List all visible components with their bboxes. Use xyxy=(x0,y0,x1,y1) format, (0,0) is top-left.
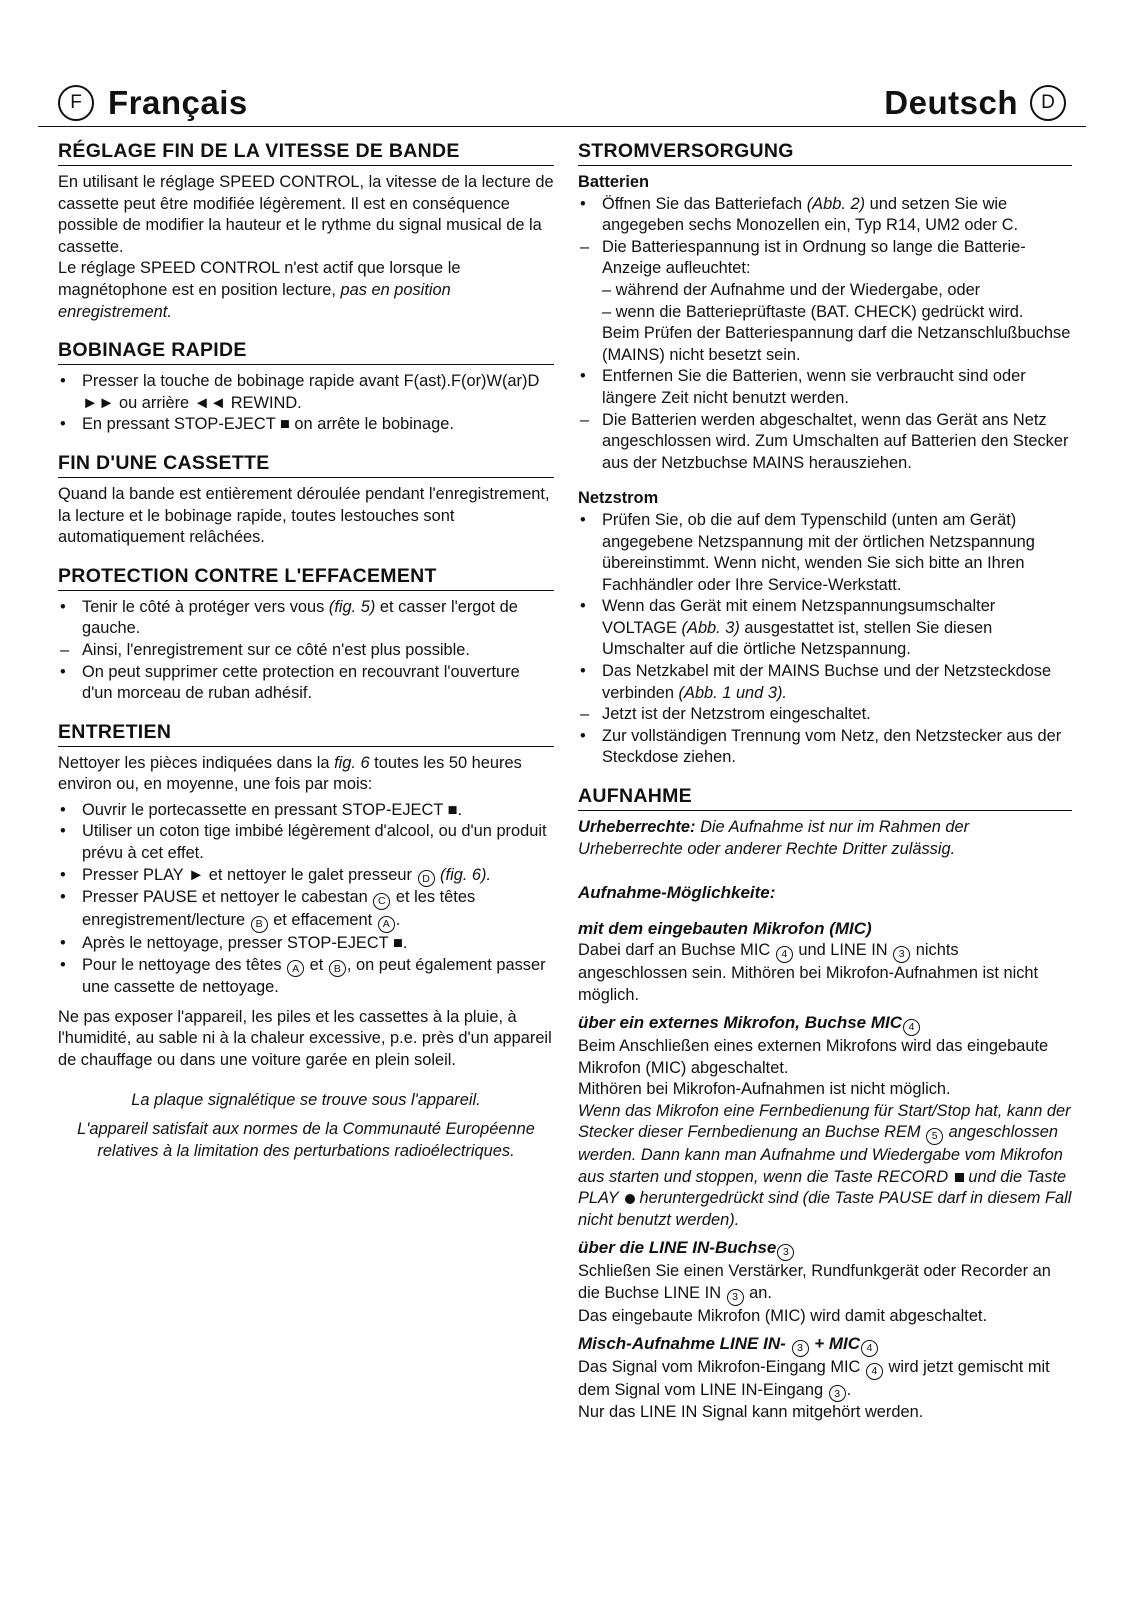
french-column xyxy=(58,140,554,1178)
bullet-item: • Après le nettoyage, presser STOP-EJECT ■. xyxy=(60,933,408,952)
section-title: ENTRETIEN xyxy=(58,721,554,747)
bullet-item: • Presser la touche de bobinage rapide avant F(ast).F(or)W(ar)D ►► ou arrière ◄◄ REWIND. xyxy=(60,372,540,412)
note-ce-compliance: L'appareil satisfait aux normes de la Communauté Européenne relatives à la limitation des perturbations radioélectriques. xyxy=(77,1120,535,1160)
bullet-item: • Prüfen Sie, ob die auf dem Typenschild (unten am Gerät) angegebene Netzspannung mit der örtlichen Netzspannung übereinstimmt. Wenn nicht, wenden Sie sich bitte an Ihren Fachhändler oder Ihre Service-Werkstatt. xyxy=(580,510,1035,594)
circled-number-icon: 3 xyxy=(893,946,910,963)
french-title: Français xyxy=(108,84,248,121)
section-aufnahme xyxy=(578,785,1072,1424)
section-protection xyxy=(58,565,554,705)
circled-letter-icon: D xyxy=(418,870,435,887)
subheading-external-mic: über ein externes Mikrofon, Buchse MIC 4 xyxy=(578,1012,1072,1036)
bullet-item: • Das Netzkabel mit der MAINS Buchse und der Netzsteckdose verbinden (Abb. 1 und 3). xyxy=(580,662,1052,702)
german-title: Deutsch xyxy=(884,84,1018,121)
bullet-item: • Tenir le côté à protéger vers vous (fig. 5) et casser l'ergot de gauche. xyxy=(60,597,518,638)
bullet-item: • Pour le nettoyage des têtes A et B , on peut également passer une cassette de nettoyage. xyxy=(60,955,546,997)
circled-number-icon: 3 xyxy=(792,1340,809,1357)
circled-number-icon: 4 xyxy=(903,1019,920,1036)
paragraph: Wenn das Mikrofon eine Fernbedienung für Start/Stop hat, kann der Stecker dieser Fernbedienung an Buchse REM 5 angeschlossen werden. Dann kann man Aufnahme und Wiedergabe vom Mikrofon aus starten und stoppen, wenn die Taste RECORD und die Taste PLAY heruntergedrückt sind (die Taste PAUSE darf in diesem Fall nicht benutzt werden). xyxy=(578,1101,1072,1229)
section-fin-cassette xyxy=(58,452,554,549)
paragraph: Quand la bande est entièrement déroulée pendant l'enregistrement, la lecture et le bobinage rapide, toutes lestouches sont automatiquement relâchées. xyxy=(58,484,550,547)
paragraph: Schließen Sie einen Verstärker, Rundfunkgerät oder Recorder an die Buchse LINE IN 3 an. xyxy=(578,1261,1072,1305)
bullet-item: • Zur vollständigen Trennung vom Netz, den Netzstecker aus der Steckdose ziehen. xyxy=(580,726,1062,767)
paragraph: Nur das LINE IN Signal kann mitgehört werden. xyxy=(578,1403,924,1422)
dash-item: – Ainsi, l'enregistrement sur ce côté n'est plus possible. xyxy=(60,640,470,659)
subheading-line-in: über die LINE IN-Buchse 3 xyxy=(578,1237,1072,1261)
subheading-moeglichkeiten: Aufnahme-Möglichkeite: xyxy=(578,883,776,903)
paragraph: Dabei darf an Buchse MIC 4 und LINE IN 3 nichts angeschlossen sein. Mithören bei Mikrofon-Aufnahmen ist nicht möglich. xyxy=(578,941,1039,1004)
subheading-batterien: Batterien xyxy=(578,173,650,191)
section-title: STROMVERSORGUNG xyxy=(578,140,1072,166)
circled-number-icon: 4 xyxy=(866,1363,883,1380)
section-bobinage xyxy=(58,339,554,436)
circled-letter-icon: A xyxy=(287,960,304,977)
bullet-item: • En pressant STOP-EJECT ■ on arrête le bobinage. xyxy=(60,415,454,434)
section-title: FIN D'UNE CASSETTE xyxy=(58,452,554,478)
paragraph: Mithören bei Mikrofon-Aufnahmen ist nicht möglich. xyxy=(578,1080,951,1099)
circled-number-icon: 5 xyxy=(926,1128,943,1145)
section-title: AUFNAHME xyxy=(578,785,1072,811)
section-title: PROTECTION CONTRE L'EFFACEMENT xyxy=(58,565,554,591)
circled-number-icon: 4 xyxy=(776,946,793,963)
dash-item: – Die Batteriespannung ist in Ordnung so lange die Batterie-Anzeige aufleuchtet: – während der Aufnahme und der Wiedergabe, oder – wenn die Batterieprüftaste (BAT. CHECK) gedrückt wird. Beim Prüfen der Batteriespannung darf die Netzanschlußbuchse (MAINS) nicht besetzt sein. xyxy=(580,237,1071,364)
section-speed-control xyxy=(58,140,554,323)
circled-letter-icon: B xyxy=(251,916,268,933)
circled-number-icon: 3 xyxy=(777,1244,794,1261)
section-title: RÉGLAGE FIN DE LA VITESSE DE BANDE xyxy=(58,140,554,166)
subheading-internal-mic: mit dem eingebauten Mikrofon (MIC) xyxy=(578,919,872,939)
stop-square-icon xyxy=(955,1173,964,1182)
paragraph: Ne pas exposer l'appareil, les piles et les cassettes à la pluie, à l'humidité, au sable ni à la chaleur excessive, p.e. près d'un appareil de chauffage ou dans une voiture garée en plein soleil. xyxy=(58,1007,552,1070)
bullet-item: • Presser PAUSE et nettoyer le cabestan C et les têtes enregistrement/lecture B et effacement A . xyxy=(58,887,554,933)
dash-item: – Jetzt ist der Netzstrom eingeschaltet. xyxy=(580,705,871,724)
bullet-item: • Utiliser un coton tige imbibé légèrement d'alcool, ou d'un produit prévu à cet effet. xyxy=(60,822,547,863)
header-divider xyxy=(38,126,1086,127)
subheading-netzstrom: Netzstrom xyxy=(578,489,659,508)
german-column xyxy=(578,140,1072,1440)
paragraph: Nettoyer les pièces indiquées dans la fig. 6 toutes les 50 heures environ ou, en moyenne, une fois par mois: xyxy=(58,753,522,794)
section-title: BOBINAGE RAPIDE xyxy=(58,339,554,365)
section-stromversorgung xyxy=(578,140,1072,769)
circled-letter-icon: B xyxy=(329,960,346,977)
paragraph: En utilisant le réglage SPEED CONTROL, la vitesse de la lecture de cassette peut être modifiée légèrement. Il est en conséquence possible de modifier la hauteur et le rythme du signal musical de la cassette. xyxy=(58,173,554,256)
french-badge: F xyxy=(58,85,94,121)
header-german xyxy=(884,84,1066,122)
circled-letter-icon: C xyxy=(373,893,390,910)
circled-letter-icon: A xyxy=(378,916,395,933)
header-french xyxy=(58,84,248,122)
bullet-item: • Ouvrir le portecassette en pressant STOP-EJECT ■. xyxy=(60,800,463,819)
section-entretien xyxy=(58,721,554,1163)
note-rating-plate: La plaque signalétique se trouve sous l'appareil. xyxy=(131,1090,481,1109)
circled-number-icon: 3 xyxy=(727,1289,744,1306)
dash-item: – Die Batterien werden abgeschaltet, wenn das Gerät ans Netz angeschlossen wird. Zum Umschalten auf Batterien den Stecker aus der Netzbuchse MAINS herausziehen. xyxy=(580,410,1069,472)
circled-number-icon: 4 xyxy=(861,1340,878,1357)
record-dot-icon xyxy=(625,1194,635,1204)
paragraph: Beim Anschließen eines externen Mikrofons wird das eingebaute Mikrofon (MIC) abgeschaltet. xyxy=(578,1036,1049,1077)
bullet-item: • Wenn das Gerät mit einem Netzspannungsumschalter VOLTAGE (Abb. 3) ausgestattet ist, stellen Sie diesen Umschalter auf die örtliche Netzspannung. xyxy=(580,597,996,659)
paragraph: Le réglage SPEED CONTROL n'est actif que lorsque le magnétophone est en position lecture, pas en position enregistrement. xyxy=(58,259,461,321)
paragraph: Das Signal vom Mikrofon-Eingang MIC 4 wird jetzt gemischt mit dem Signal vom LINE IN-Eingang 3 . xyxy=(578,1357,1072,1403)
bullet-item: • On peut supprimer cette protection en recouvrant l'ouverture d'un morceau de ruban adhésif. xyxy=(60,662,520,703)
subheading-mix-recording: Misch-Aufnahme LINE IN- 3 + MIC 4 xyxy=(578,1333,1072,1357)
bullet-item: • Presser PLAY ► et nettoyer le galet presseur D (fig. 6). xyxy=(58,865,554,888)
copyright-note: Urheberrechte: Die Aufnahme ist nur im Rahmen der Urheberrechte oder anderer Rechte Dritter zulässig. xyxy=(578,818,970,858)
german-badge: D xyxy=(1030,85,1066,121)
paragraph: Das eingebaute Mikrofon (MIC) wird damit abgeschaltet. xyxy=(578,1306,988,1325)
bullet-item: • Entfernen Sie die Batterien, wenn sie verbraucht sind oder längere Zeit nicht benutzt werden. xyxy=(580,367,1026,407)
bullet-item: • Öffnen Sie das Batteriefach (Abb. 2) und setzen Sie wie angegeben sechs Monozellen ein, Typ R14, UM2 oder C. xyxy=(580,194,1019,235)
circled-number-icon: 3 xyxy=(829,1385,846,1402)
